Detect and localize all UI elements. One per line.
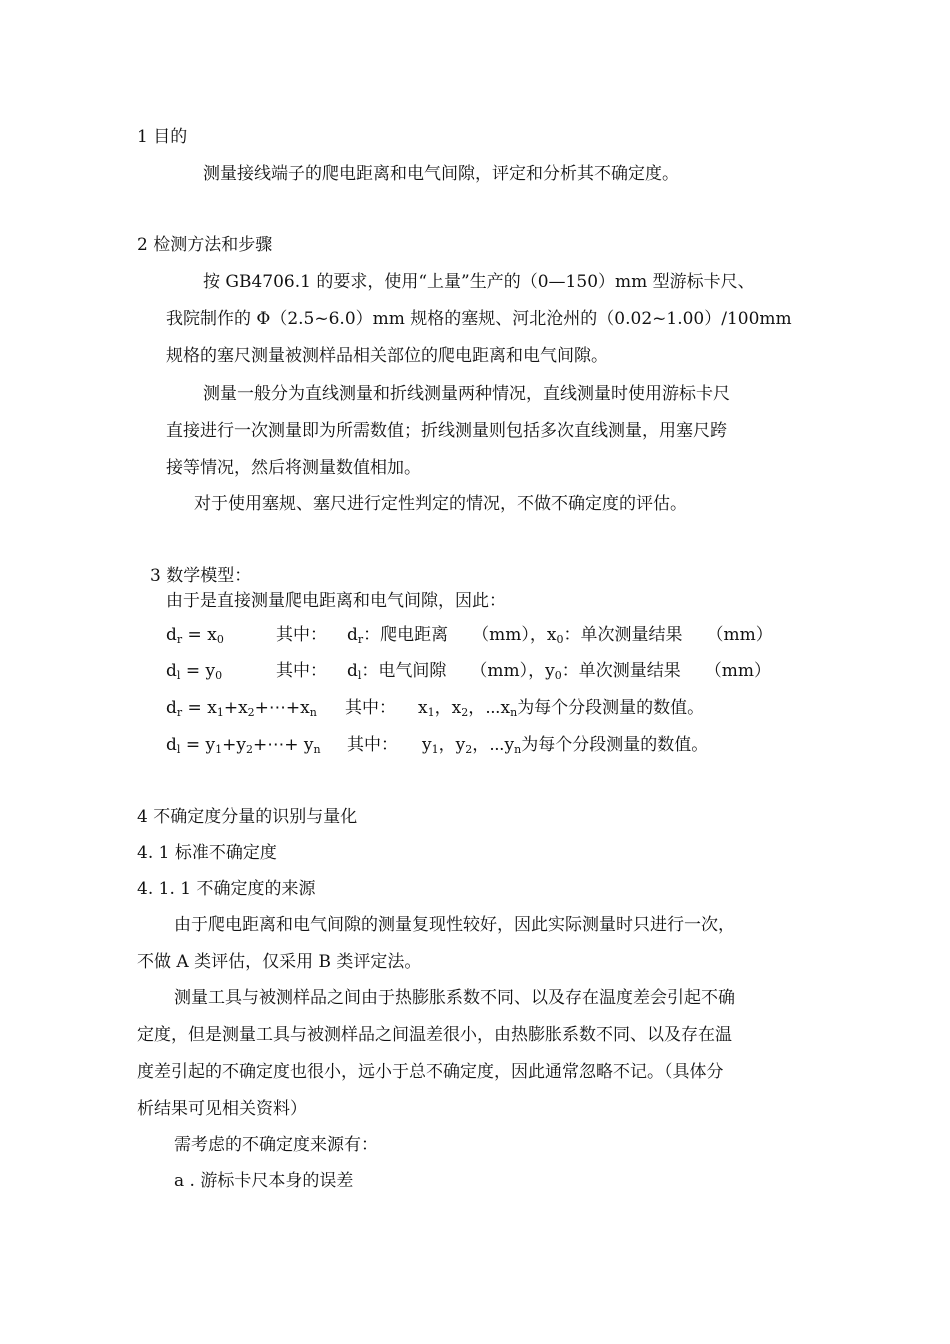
section-4-p3: 需考虑的不确定度来源有： [174,1135,378,1155]
section-1-paragraph: 测量接线端子的爬电距离和电气间隙，评定和分析其不确定度。 [203,164,679,184]
section-1-heading: 1 目的 [137,127,188,147]
section-2-p3: 对于使用塞规、塞尺进行定性判定的情况，不做不确定度的评估。 [194,494,687,514]
section-2-p1-line1: 按 GB4706.1 的要求，使用“上量”生产的（0—150）mm 型游标卡尺、 [203,272,755,292]
equation-creepage-single: $d_r = x_0$ [166,625,224,646]
section-4-p2-line1: 测量工具与被测样品之间由于热膨胀系数不同、以及存在温度差会引起不确 [174,988,735,1008]
section-2-p2-line2: 直接进行一次测量即为所需数值；折线测量则包括多次直线测量，用塞尺跨 [166,421,727,441]
equation-clearance-single: $d_l = y_0$ [166,661,223,682]
section-4-p2-line4: 析结果可见相关资料） [137,1099,307,1119]
section-3-intro: 由于是直接测量爬电距离和电气间隙，因此： [166,591,506,611]
section-4-p2-line3: 度差引起的不确定度也很小，远小于总不确定度，因此通常忽略不记。（具体分 [137,1062,724,1082]
section-2-p2-line3: 接等情况，然后将测量数值相加。 [166,458,421,478]
section-2-heading: 2 检测方法和步骤 [137,235,273,255]
section-2-p2-line1: 测量一般分为直线测量和折线测量两种情况，直线测量时使用游标卡尺 [203,384,730,404]
section-4-p2-line2: 定度，但是测量工具与被测样品之间温差很小，由热膨胀系数不同、以及存在温 [137,1025,732,1045]
section-4-1-1-heading: 4. 1. 1 不确定度的来源 [137,879,316,899]
equation-clearance-sum: $d_l$ = $y_1+y_2+\cdots+ y_n$ [166,735,321,756]
section-4-heading: 4 不确定度分量的识别与量化 [137,807,358,827]
section-4-item-a: a . 游标卡尺本身的误差 [174,1171,354,1191]
equation-creepage-sum: $d_r$ = $x_1+x_2+\cdots+x_n$ [166,698,317,719]
equation-clearance-single-note: 其中： $d_l$：电气间隙 （mm），$y_0$：单次测量结果 （mm） [276,661,772,682]
section-2-p1-line2: 我院制作的 Φ（2.5~6.0）mm 规格的塞规、河北沧州的（0.02~1.00）/100mm [166,309,792,329]
section-3-heading: 3 数学模型： [150,566,252,586]
section-4-1-heading: 4. 1 标准不确定度 [137,843,277,863]
section-4-p1-line1: 由于爬电距离和电气间隙的测量复现性较好，因此实际测量时只进行一次， [174,915,735,935]
equation-clearance-sum-note: 其中： $y_1$，$y_2$，$\cdots y_n$为每个分段测量的数值。 [347,735,709,756]
equation-creepage-single-note: 其中： $d_r$：爬电距离 （mm），$x_0$：单次测量结果 （mm） [276,625,773,646]
equation-creepage-sum-note: 其中： $x_1$，$x_2$，$\cdots x_n$为每个分段测量的数值。 [345,698,705,719]
section-2-p1-line3: 规格的塞尺测量被测样品相关部位的爬电距离和电气间隙。 [166,346,608,366]
section-4-p1-line2: 不做 A 类评估，仅采用 B 类评定法。 [137,952,422,972]
